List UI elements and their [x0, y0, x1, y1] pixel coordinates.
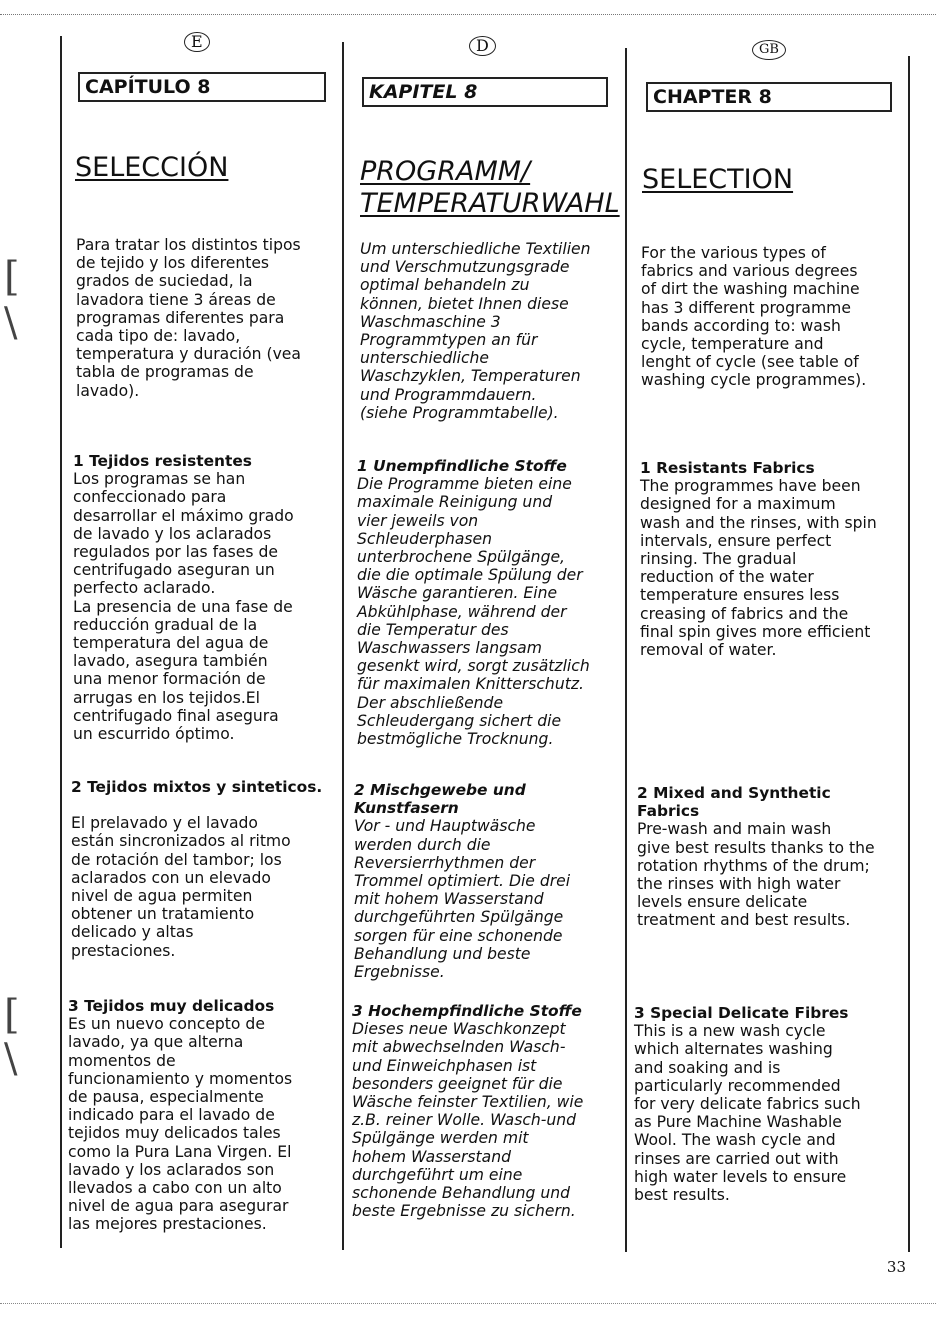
program-section	[73, 452, 335, 743]
column-divider	[60, 36, 62, 1248]
program-description: Die Programme bieten eine maximale Reinigung und vier jeweils von Schleuderphasen unterbrochene Spülgänge, die die optimale Spülung der Wäsche garantieren. Eine Abkühlphase, während der die Temperatur des Waschwassers langsam gesenkt wird, sorgt zusätzlich für maximalen Knitterschutz. Der abschließende Schleudergang sichert die bestmögliche Trocknung.	[357, 475, 590, 749]
margin-bracket-mark: [	[4, 254, 20, 300]
program-section	[634, 1004, 900, 1204]
chapter-heading: CAPÍTULO 8	[78, 72, 326, 102]
program-heading: 3 Tejidos muy delicados	[68, 997, 275, 1015]
program-heading: 1 Unempfindliche Stoffe	[357, 457, 567, 475]
program-section	[357, 457, 621, 748]
program-section	[68, 997, 334, 1234]
program-description: Es un nuevo concepto de lavado, ya que alterna momentos de funcionamiento y momentos de pausa, especialmente indicado para el lavado de tejidos muy delicados tales como la Pura Lana Virgen. El lavado y los aclarados son llevados a cabo con un alto nivel de agua para asegurar las mejores prestaciones.	[68, 1015, 293, 1234]
section-title: SELECTION	[642, 164, 794, 195]
program-description: This is a new wash cycle which alternates washing and soaking and is particularly recommended for very delicate fabrics such as Pure Machine Washable Wool. The wash cycle and rinses are carried out with high water levels to ensure best results.	[634, 1022, 861, 1205]
margin-bracket-mark: \	[4, 300, 18, 346]
column-divider	[908, 56, 910, 1252]
language-badge: GB	[752, 40, 786, 60]
program-description: Los programas se han confeccionado para desarrollar el máximo grado de lavado y los aclarados regulados por las fases de centrifugado aseguran un perfecto aclarado. La presencia de una fase de reducción gradual de la temperatura del agua de lavado, asegura también una menor formación de arrugas en los tejidos.El centrifugado final asegura un escurrido óptimo.	[73, 470, 294, 744]
margin-bracket-mark: [	[4, 992, 20, 1038]
intro-paragraph: For the various types of fabrics and various degrees of dirt the washing machine has 3 different programme bands according to: wash cycle, temperature and lenght of cycle (see table of washing cycle programmes).	[641, 244, 867, 390]
top-border	[0, 14, 936, 15]
program-section	[354, 781, 618, 981]
column-divider	[625, 48, 627, 1252]
program-heading: 1 Resistants Fabrics	[640, 459, 815, 477]
margin-bracket-mark: \	[4, 1036, 18, 1082]
program-heading: 2 Tejidos mixtos y sinteticos.	[71, 778, 323, 796]
program-description: Dieses neue Waschkonzept mit abwechselnden Wasch- und Einweichphasen ist besonders geeignet für die Wäsche feinster Textilien, wie z.B. reiner Wolle. Wasch-und Spülgänge werden mit hohem Wasserstand durchgeführt um eine schonende Behandlung und beste Ergebnisse zu sichern.	[352, 1020, 584, 1221]
language-badge: D	[469, 36, 496, 56]
program-heading: 3 Hochempfindliche Stoffe	[352, 1002, 582, 1020]
program-description: Pre-wash and main wash give best results thanks to the rotation rhythms of the drum; the rinses with high water levels ensure delicate treatment and best results.	[637, 820, 875, 930]
program-section	[352, 1002, 618, 1220]
program-heading: 1 Tejidos resistentes	[73, 452, 252, 470]
program-description: The programmes have been designed for a maximum wash and the rinses, with spin intervals, ensure perfect rinsing. The gradual reduction of the water temperature ensures less creasing of fabrics and the final spin gives more efficient removal of water.	[640, 477, 877, 660]
chapter-heading: KAPITEL 8	[362, 77, 608, 107]
bottom-border	[0, 1303, 936, 1304]
program-heading: 2 Mixed and Synthetic Fabrics	[637, 784, 831, 821]
section-title: SELECCIÓN	[75, 152, 229, 183]
program-section	[637, 784, 903, 930]
language-badge: E	[184, 32, 210, 52]
page-number: 33	[886, 1258, 906, 1276]
program-description: El prelavado y el lavado están sincronizados al ritmo de rotación del tambor; los aclarados con un elevado nivel de agua permiten obtener un tratamiento delicado y altas prestaciones.	[71, 814, 291, 960]
program-heading: 3 Special Delicate Fibres	[634, 1004, 849, 1022]
program-section	[640, 459, 904, 659]
intro-paragraph: Um unterschiedliche Textilien und Verschmutzungsgrade optimal behandeln zu können, bietet Ihnen diese Waschmaschine 3 Programmtypen an für unterschiedliche Waschzyklen, Temperaturen und Programmdauern. (siehe Programmtabelle).	[360, 240, 591, 422]
chapter-heading: CHAPTER 8	[646, 82, 892, 112]
program-description: Vor - und Hauptwäsche werden durch die Reversierrhythmen der Trommel optimiert. Die drei mit hohem Wasserstand durchgeführten Spülgänge sorgen für eine schonende Behandlung und beste Ergebnisse.	[354, 817, 571, 982]
program-section	[71, 778, 337, 960]
section-title: PROGRAMM/ TEMPERATURWAHL	[360, 156, 620, 219]
column-divider	[342, 42, 344, 1250]
intro-paragraph: Para tratar los distintos tipos de tejido y los diferentes grados de suciedad, la lavadora tiene 3 áreas de programas diferentes para cada tipo de: lavado, temperatura y duración (vea tabla de programas de lavado).	[76, 236, 301, 400]
program-heading: 2 Mischgewebe und Kunstfasern	[354, 781, 526, 818]
